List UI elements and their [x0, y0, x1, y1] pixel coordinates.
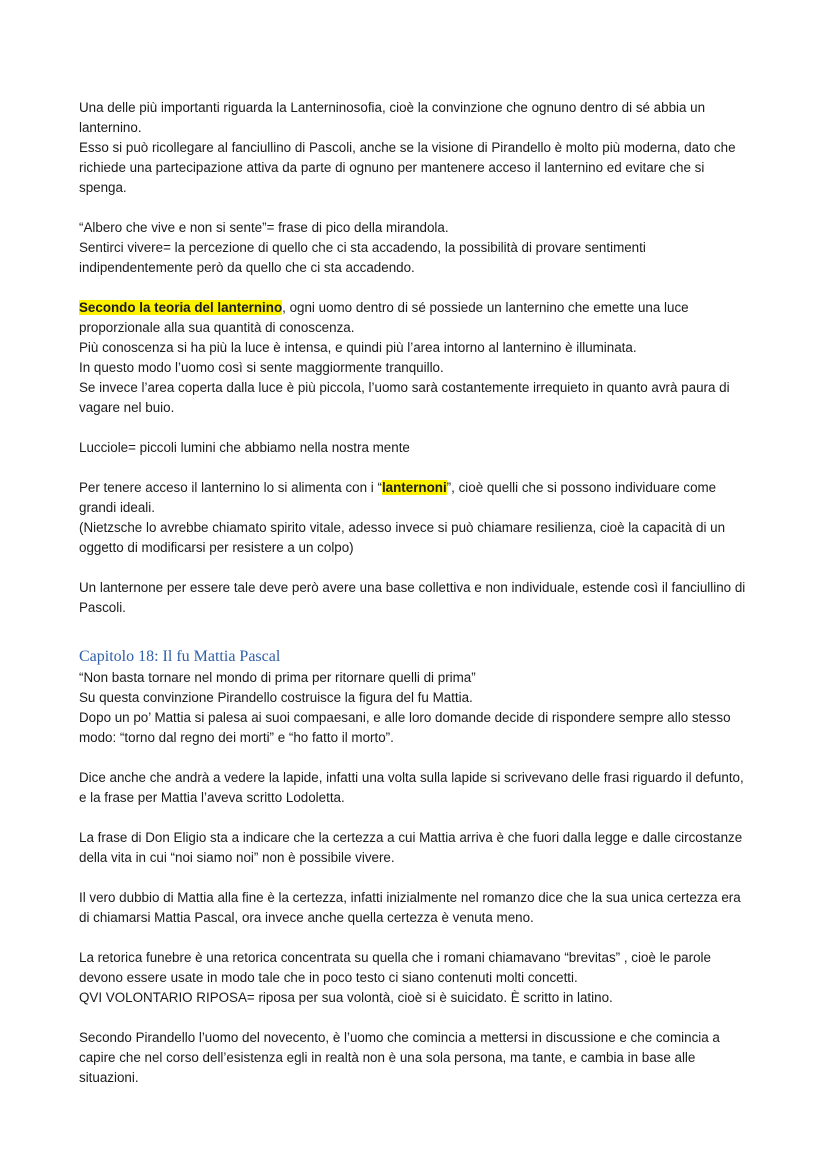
paragraph-fanciullino: Esso si può ricollegare al fanciullino di Pascoli, anche se la visione di Pirandello è molto più moderna, dato che richiede una partecipazione attiva da parte di ognuno per mantenere acceso il lanternino ed evitare che si spenga.: [79, 140, 736, 195]
paragraph-lanterninosofia: Una delle più importanti riguarda la Lanterninosofia, cioè la convinzione che ognuno dentro di sé abbia un lanternino.: [79, 100, 706, 135]
paragraph-base-collettiva: Un lanternone per essere tale deve però avere una base collettiva e non individuale, estende così il fanciullino di Pascoli.: [79, 580, 746, 615]
paragraph-teoria-lanternino: [79, 298, 751, 338]
chapter-title: Capitolo 18: Il fu Mattia Pascal: [79, 648, 281, 665]
paragraph-lucciole: Lucciole= piccoli lumini che abbiamo nella nostra mente: [79, 440, 410, 455]
paragraph-lapide: Dice anche che andrà a vedere la lapide, infatti una volta sulla lapide si scrivevano delle frasi riguardo il defunto, e la frase per Mattia l’aveva scritto Lodoletta.: [79, 770, 744, 805]
paragraph-albero: “Albero che vive e non si sente”= frase di pico della mirandola.: [79, 220, 449, 235]
paragraph-convinzione: Su questa convinzione Pirandello costruisce la figura del fu Mattia.: [79, 690, 473, 705]
paragraph-non-basta: “Non basta tornare nel mondo di prima per ritornare quelli di prima”: [79, 670, 476, 685]
paragraph-novecento: Secondo Pirandello l’uomo del novecento, è l’uomo che comincia a mettersi in discussione e che comincia a capire che nel corso dell’esistenza egli in realtà non è una sola persona, ma tante, e cambia in base alle situazioni.: [79, 1030, 720, 1085]
highlight-lanternoni: lanternoni: [381, 480, 447, 495]
paragraph-vero-dubbio: Il vero dubbio di Mattia alla fine è la certezza, infatti inizialmente nel romanzo dice che la sua unica certezza era di chiamarsi Mattia Pascal, ora invece anche quella certezza è venuta meno.: [79, 890, 741, 925]
highlight-teoria: Secondo la teoria del lanternino: [79, 300, 283, 315]
paragraph-lanternoni-post: ”, cioè quelli che si possono individuare come grandi ideali.: [79, 480, 717, 515]
document-page: [79, 98, 751, 1088]
paragraph-sentirci-vivere: Sentirci vivere= la percezione di quello che ci sta accadendo, la possibilità di provare sentimenti indipendentemente però da quello che ci sta accadendo.: [79, 240, 646, 275]
paragraph-qvi-volontario: QVI VOLONTARIO RIPOSA= riposa per sua volontà, cioè si è suicidato. È scritto in latino.: [79, 990, 613, 1005]
paragraph-lanternoni-pre: Per tenere acceso il lanternino lo si alimenta con i “: [79, 480, 382, 495]
paragraph-lanternoni: [79, 478, 751, 518]
paragraph-don-eligio: La frase di Don Eligio sta a indicare che la certezza a cui Mattia arriva è che fuori dalla legge e dalle circostanze della vita in cui “noi siamo noi” non è possibile vivere.: [79, 830, 743, 865]
paragraph-conoscenza: Più conoscenza si ha più la luce è intensa, e quindi più l’area intorno al lanternino è illuminata.: [79, 340, 637, 355]
paragraph-retorica: La retorica funebre è una retorica concentrata su quella che i romani chiamavano “brevitas” , cioè le parole devono essere usate in modo tale che in poco testo ci siano contenuti molti concetti.: [79, 950, 711, 985]
paragraph-compaesani: Dopo un po’ Mattia si palesa ai suoi compaesani, e alle loro domande decide di rispondere sempre allo stesso modo: “torno dal regno dei morti” e “ho fatto il morto”.: [79, 710, 731, 745]
paragraph-teoria-rest: , ogni uomo dentro di sé possiede un lanternino che emette una luce proporzionale alla sua quantità di conoscenza.: [79, 300, 689, 335]
paragraph-irrequieto: Se invece l’area coperta dalla luce è più piccola, l’uomo sarà costantemente irrequieto in quanto avrà paura di vagare nel buio.: [79, 380, 730, 415]
paragraph-tranquillo: In questo modo l’uomo così si sente maggiormente tranquillo.: [79, 360, 444, 375]
paragraph-nietzsche: (Nietzsche lo avrebbe chiamato spirito vitale, adesso invece si può chiamare resilienza, cioè la capacità di un oggetto di modificarsi per resistere a un colpo): [79, 520, 726, 555]
